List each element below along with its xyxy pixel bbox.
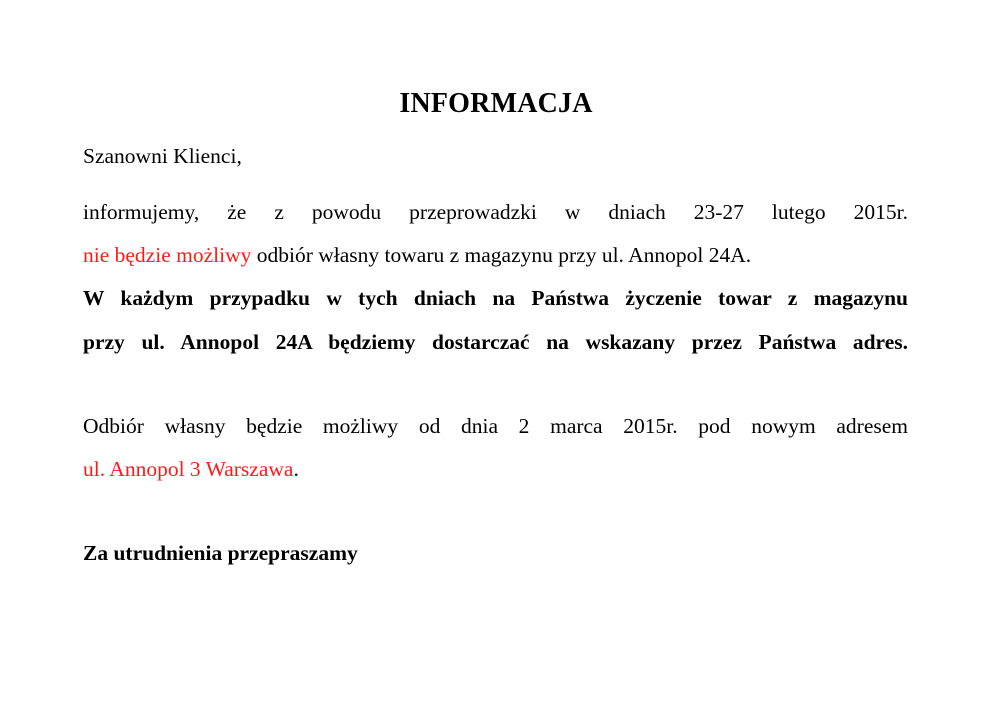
greeting: Szanowni Klienci, (83, 144, 242, 168)
closing-apology: Za utrudnienia przepraszamy (83, 541, 358, 565)
highlight-not-possible: nie będzie możliwy (83, 243, 252, 267)
paragraph-1-line-2-text: odbiór własny towaru z magazynu przy ul. Annopol 24A. (251, 243, 752, 267)
paragraph-1-line-1: informujemy, że z powodu przeprowadzki w dniach 23-27 lutego 2015r. (83, 200, 908, 224)
paragraph-1-line-2 (83, 240, 908, 270)
paragraph-3-line-2 (83, 454, 908, 484)
paragraph-3-line-1: Odbiór własny będzie możliwy od dnia 2 marca 2015r. pod nowym adresem (83, 414, 908, 438)
new-address: ul. Annopol 3 Warszawa (83, 457, 294, 481)
paragraph-3-line-2-text: . (293, 457, 299, 481)
document-title: INFORMACJA (399, 88, 593, 119)
paragraph-2-line-2: przy ul. Annopol 24A będziemy dostarczać na wskazany przez Państwa adres. (83, 330, 908, 354)
paragraph-2-line-1: W każdym przypadku w tych dniach na Państwa życzenie towar z magazynu (83, 286, 908, 310)
